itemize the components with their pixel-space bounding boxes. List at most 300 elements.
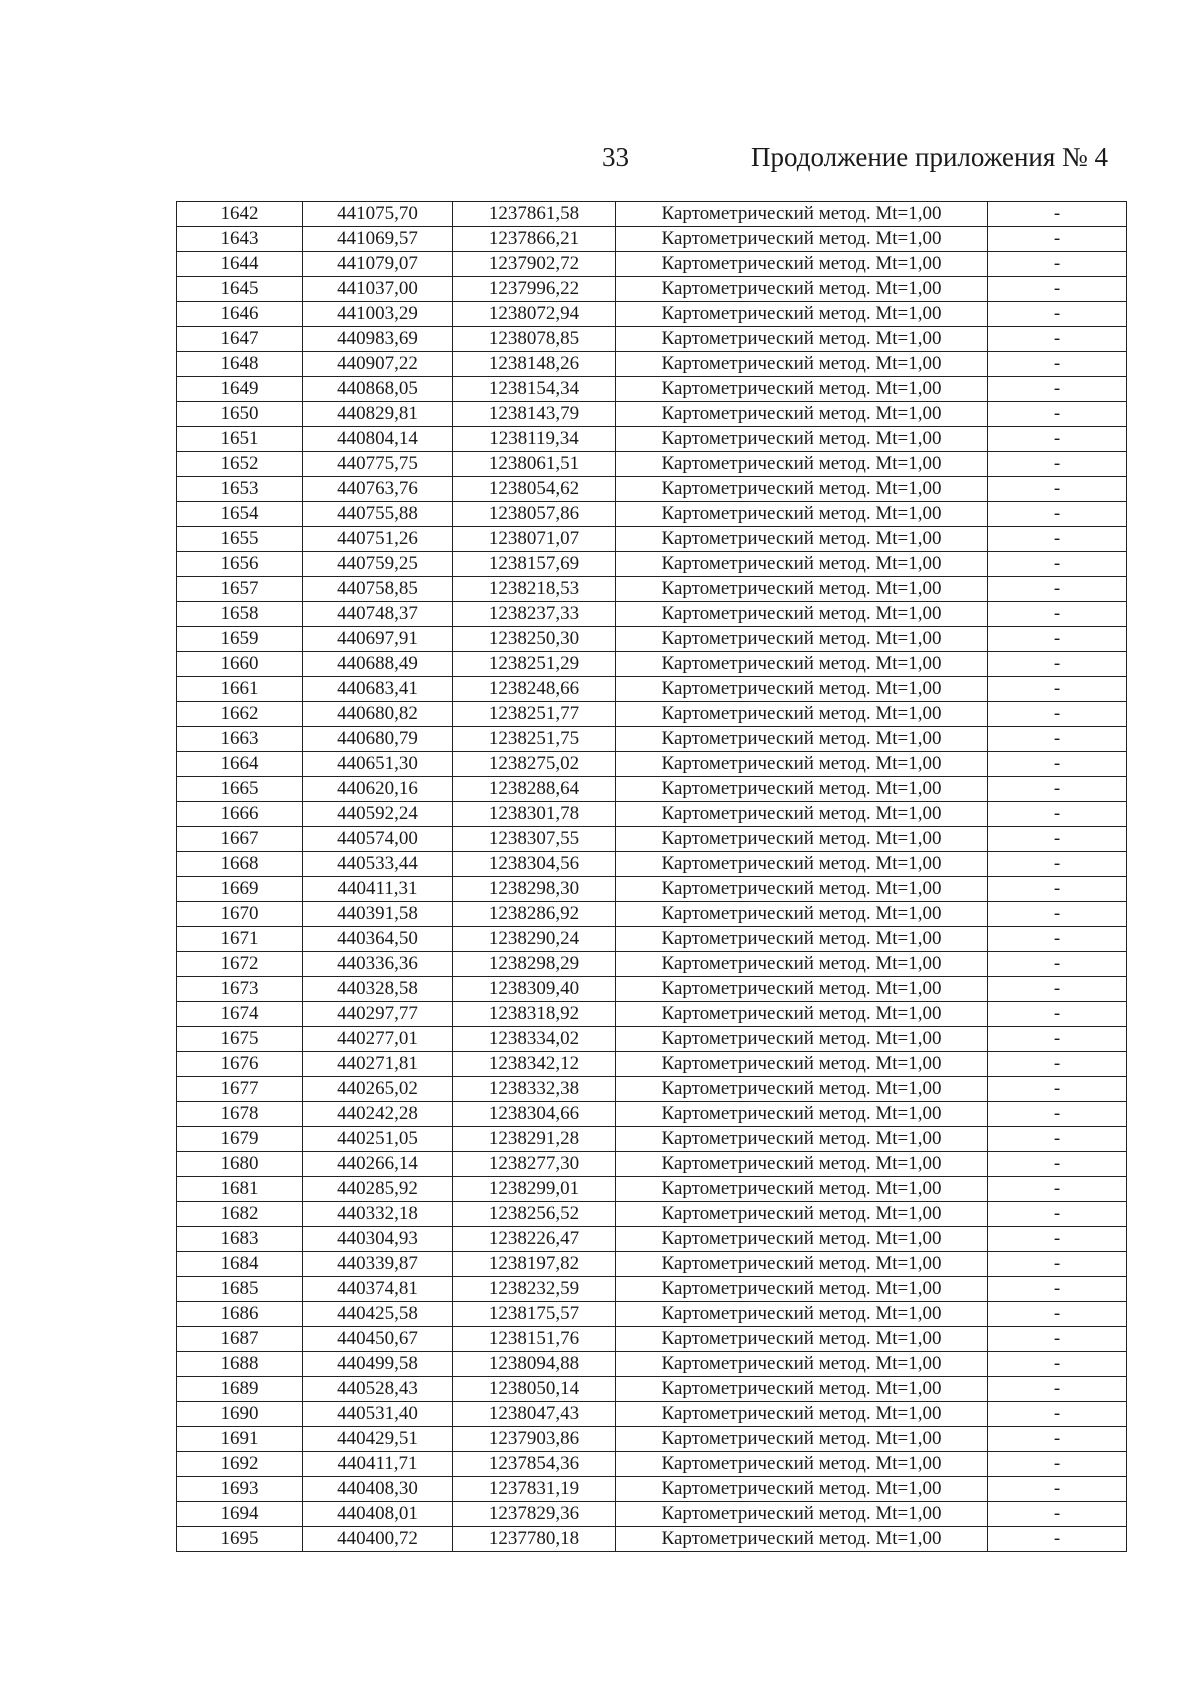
table-row (177, 877, 1127, 902)
table-row (177, 502, 1127, 527)
y-coordinate-cell: 1238291,28 (453, 1127, 616, 1152)
x-coordinate-cell: 440680,82 (303, 702, 453, 727)
x-coordinate-cell: 440408,01 (303, 1502, 453, 1527)
table-row (177, 202, 1127, 227)
y-coordinate-cell: 1237861,58 (453, 202, 616, 227)
note-cell: - (988, 627, 1127, 652)
point-number-cell: 1670 (177, 902, 303, 927)
method-cell: Картометрический метод. Mt=1,00 (616, 1077, 988, 1102)
x-coordinate-cell: 440400,72 (303, 1527, 453, 1552)
x-coordinate-cell: 440983,69 (303, 327, 453, 352)
y-coordinate-cell: 1238256,52 (453, 1202, 616, 1227)
point-number-cell: 1662 (177, 702, 303, 727)
x-coordinate-cell: 440804,14 (303, 427, 453, 452)
note-cell: - (988, 527, 1127, 552)
x-coordinate-cell: 440763,76 (303, 477, 453, 502)
x-coordinate-cell: 440688,49 (303, 652, 453, 677)
method-cell: Картометрический метод. Mt=1,00 (616, 902, 988, 927)
x-coordinate-cell: 440748,37 (303, 602, 453, 627)
y-coordinate-cell: 1238071,07 (453, 527, 616, 552)
method-cell: Картометрический метод. Mt=1,00 (616, 1027, 988, 1052)
table-row (177, 1327, 1127, 1352)
table-row (177, 452, 1127, 477)
x-coordinate-cell: 440304,93 (303, 1227, 453, 1252)
point-number-cell: 1651 (177, 427, 303, 452)
note-cell: - (988, 502, 1127, 527)
y-coordinate-cell: 1237831,19 (453, 1477, 616, 1502)
table-row (177, 727, 1127, 752)
note-cell: - (988, 1027, 1127, 1052)
method-cell: Картометрический метод. Mt=1,00 (616, 1502, 988, 1527)
x-coordinate-cell: 440574,00 (303, 827, 453, 852)
table-row (177, 477, 1127, 502)
point-number-cell: 1680 (177, 1152, 303, 1177)
point-number-cell: 1663 (177, 727, 303, 752)
point-number-cell: 1677 (177, 1077, 303, 1102)
y-coordinate-cell: 1238299,01 (453, 1177, 616, 1202)
table-row (177, 902, 1127, 927)
point-number-cell: 1671 (177, 927, 303, 952)
table-row (177, 1302, 1127, 1327)
method-cell: Картометрический метод. Mt=1,00 (616, 1227, 988, 1252)
point-number-cell: 1660 (177, 652, 303, 677)
note-cell: - (988, 1277, 1127, 1302)
page-number: 33 (602, 142, 629, 172)
point-number-cell: 1669 (177, 877, 303, 902)
x-coordinate-cell: 440651,30 (303, 752, 453, 777)
method-cell: Картометрический метод. Mt=1,00 (616, 977, 988, 1002)
table-row (177, 702, 1127, 727)
coordinates-table-body (177, 202, 1127, 1552)
y-coordinate-cell: 1238148,26 (453, 352, 616, 377)
table-row (177, 327, 1127, 352)
method-cell: Картометрический метод. Mt=1,00 (616, 677, 988, 702)
y-coordinate-cell: 1238334,02 (453, 1027, 616, 1052)
table-row (177, 1427, 1127, 1452)
point-number-cell: 1665 (177, 777, 303, 802)
y-coordinate-cell: 1238250,30 (453, 627, 616, 652)
note-cell: - (988, 1052, 1127, 1077)
y-coordinate-cell: 1237780,18 (453, 1527, 616, 1552)
x-coordinate-cell: 441037,00 (303, 277, 453, 302)
method-cell: Картометрический метод. Mt=1,00 (616, 327, 988, 352)
point-number-cell: 1695 (177, 1527, 303, 1552)
table-row (177, 377, 1127, 402)
table-row (177, 1102, 1127, 1127)
method-cell: Картометрический метод. Mt=1,00 (616, 927, 988, 952)
y-coordinate-cell: 1238298,30 (453, 877, 616, 902)
y-coordinate-cell: 1238237,33 (453, 602, 616, 627)
note-cell: - (988, 1102, 1127, 1127)
x-coordinate-cell: 440907,22 (303, 352, 453, 377)
note-cell: - (988, 452, 1127, 477)
note-cell: - (988, 1327, 1127, 1352)
x-coordinate-cell: 440364,50 (303, 927, 453, 952)
note-cell: - (988, 1002, 1127, 1027)
table-row (177, 1077, 1127, 1102)
y-coordinate-cell: 1238298,29 (453, 952, 616, 977)
method-cell: Картометрический метод. Mt=1,00 (616, 377, 988, 402)
y-coordinate-cell: 1237866,21 (453, 227, 616, 252)
point-number-cell: 1672 (177, 952, 303, 977)
y-coordinate-cell: 1238301,78 (453, 802, 616, 827)
x-coordinate-cell: 441075,70 (303, 202, 453, 227)
table-row (177, 1452, 1127, 1477)
y-coordinate-cell: 1238318,92 (453, 1002, 616, 1027)
note-cell: - (988, 1227, 1127, 1252)
point-number-cell: 1684 (177, 1252, 303, 1277)
point-number-cell: 1683 (177, 1227, 303, 1252)
point-number-cell: 1685 (177, 1277, 303, 1302)
point-number-cell: 1655 (177, 527, 303, 552)
note-cell: - (988, 927, 1127, 952)
point-number-cell: 1647 (177, 327, 303, 352)
note-cell: - (988, 327, 1127, 352)
method-cell: Картометрический метод. Mt=1,00 (616, 1327, 988, 1352)
table-row (177, 427, 1127, 452)
point-number-cell: 1682 (177, 1202, 303, 1227)
table-row (177, 777, 1127, 802)
method-cell: Картометрический метод. Mt=1,00 (616, 1277, 988, 1302)
method-cell: Картометрический метод. Mt=1,00 (616, 602, 988, 627)
table-row (177, 602, 1127, 627)
point-number-cell: 1656 (177, 552, 303, 577)
method-cell: Картометрический метод. Mt=1,00 (616, 202, 988, 227)
y-coordinate-cell: 1237854,36 (453, 1452, 616, 1477)
point-number-cell: 1646 (177, 302, 303, 327)
y-coordinate-cell: 1238277,30 (453, 1152, 616, 1177)
note-cell: - (988, 702, 1127, 727)
note-cell: - (988, 877, 1127, 902)
y-coordinate-cell: 1238078,85 (453, 327, 616, 352)
table-row (177, 1177, 1127, 1202)
x-coordinate-cell: 440751,26 (303, 527, 453, 552)
point-number-cell: 1675 (177, 1027, 303, 1052)
method-cell: Картометрический метод. Mt=1,00 (616, 1152, 988, 1177)
note-cell: - (988, 652, 1127, 677)
table-row (177, 1152, 1127, 1177)
method-cell: Картометрический метод. Mt=1,00 (616, 752, 988, 777)
y-coordinate-cell: 1237829,36 (453, 1502, 616, 1527)
note-cell: - (988, 602, 1127, 627)
y-coordinate-cell: 1238057,86 (453, 502, 616, 527)
y-coordinate-cell: 1238290,24 (453, 927, 616, 952)
point-number-cell: 1661 (177, 677, 303, 702)
page-heading: Продолжение приложения № 4 (751, 142, 1109, 172)
note-cell: - (988, 1502, 1127, 1527)
y-coordinate-cell: 1238047,43 (453, 1402, 616, 1427)
table-row (177, 652, 1127, 677)
note-cell: - (988, 477, 1127, 502)
point-number-cell: 1659 (177, 627, 303, 652)
table-row (177, 302, 1127, 327)
x-coordinate-cell: 440759,25 (303, 552, 453, 577)
y-coordinate-cell: 1238275,02 (453, 752, 616, 777)
x-coordinate-cell: 440339,87 (303, 1252, 453, 1277)
note-cell: - (988, 1427, 1127, 1452)
table-row (177, 1352, 1127, 1377)
table-row (177, 277, 1127, 302)
x-coordinate-cell: 440499,58 (303, 1352, 453, 1377)
table-row (177, 1027, 1127, 1052)
y-coordinate-cell: 1238288,64 (453, 777, 616, 802)
table-row (177, 1527, 1127, 1552)
y-coordinate-cell: 1238072,94 (453, 302, 616, 327)
point-number-cell: 1679 (177, 1127, 303, 1152)
x-coordinate-cell: 440336,36 (303, 952, 453, 977)
point-number-cell: 1649 (177, 377, 303, 402)
table-row (177, 927, 1127, 952)
point-number-cell: 1667 (177, 827, 303, 852)
x-coordinate-cell: 440868,05 (303, 377, 453, 402)
note-cell: - (988, 377, 1127, 402)
y-coordinate-cell: 1238332,38 (453, 1077, 616, 1102)
note-cell: - (988, 552, 1127, 577)
point-number-cell: 1694 (177, 1502, 303, 1527)
y-coordinate-cell: 1238119,34 (453, 427, 616, 452)
note-cell: - (988, 677, 1127, 702)
y-coordinate-cell: 1238248,66 (453, 677, 616, 702)
method-cell: Картометрический метод. Mt=1,00 (616, 452, 988, 477)
y-coordinate-cell: 1237996,22 (453, 277, 616, 302)
table-row (177, 1127, 1127, 1152)
method-cell: Картометрический метод. Mt=1,00 (616, 302, 988, 327)
y-coordinate-cell: 1238342,12 (453, 1052, 616, 1077)
x-coordinate-cell: 440620,16 (303, 777, 453, 802)
x-coordinate-cell: 440450,67 (303, 1327, 453, 1352)
note-cell: - (988, 777, 1127, 802)
note-cell: - (988, 752, 1127, 777)
note-cell: - (988, 1477, 1127, 1502)
note-cell: - (988, 1377, 1127, 1402)
x-coordinate-cell: 440531,40 (303, 1402, 453, 1427)
note-cell: - (988, 1127, 1127, 1152)
method-cell: Картометрический метод. Mt=1,00 (616, 627, 988, 652)
y-coordinate-cell: 1238304,56 (453, 852, 616, 877)
y-coordinate-cell: 1238226,47 (453, 1227, 616, 1252)
table-row (177, 1502, 1127, 1527)
note-cell: - (988, 977, 1127, 1002)
method-cell: Картометрический метод. Mt=1,00 (616, 502, 988, 527)
point-number-cell: 1645 (177, 277, 303, 302)
note-cell: - (988, 852, 1127, 877)
note-cell: - (988, 827, 1127, 852)
x-coordinate-cell: 441069,57 (303, 227, 453, 252)
x-coordinate-cell: 440266,14 (303, 1152, 453, 1177)
x-coordinate-cell: 440528,43 (303, 1377, 453, 1402)
note-cell: - (988, 202, 1127, 227)
table-row (177, 552, 1127, 577)
point-number-cell: 1654 (177, 502, 303, 527)
method-cell: Картометрический метод. Mt=1,00 (616, 552, 988, 577)
x-coordinate-cell: 440425,58 (303, 1302, 453, 1327)
point-number-cell: 1648 (177, 352, 303, 377)
note-cell: - (988, 902, 1127, 927)
y-coordinate-cell: 1238304,66 (453, 1102, 616, 1127)
table-row (177, 352, 1127, 377)
table-row (177, 1227, 1127, 1252)
y-coordinate-cell: 1237902,72 (453, 252, 616, 277)
note-cell: - (988, 1527, 1127, 1552)
x-coordinate-cell: 440829,81 (303, 402, 453, 427)
note-cell: - (988, 1302, 1127, 1327)
note-cell: - (988, 1452, 1127, 1477)
point-number-cell: 1689 (177, 1377, 303, 1402)
point-number-cell: 1688 (177, 1352, 303, 1377)
x-coordinate-cell: 440680,79 (303, 727, 453, 752)
note-cell: - (988, 1152, 1127, 1177)
point-number-cell: 1674 (177, 1002, 303, 1027)
y-coordinate-cell: 1238286,92 (453, 902, 616, 927)
method-cell: Картометрический метод. Mt=1,00 (616, 877, 988, 902)
method-cell: Картометрический метод. Mt=1,00 (616, 1252, 988, 1277)
note-cell: - (988, 1177, 1127, 1202)
note-cell: - (988, 1077, 1127, 1102)
point-number-cell: 1673 (177, 977, 303, 1002)
y-coordinate-cell: 1238197,82 (453, 1252, 616, 1277)
x-coordinate-cell: 440683,41 (303, 677, 453, 702)
method-cell: Картометрический метод. Mt=1,00 (616, 652, 988, 677)
x-coordinate-cell: 440391,58 (303, 902, 453, 927)
method-cell: Картометрический метод. Mt=1,00 (616, 352, 988, 377)
y-coordinate-cell: 1238143,79 (453, 402, 616, 427)
x-coordinate-cell: 440332,18 (303, 1202, 453, 1227)
x-coordinate-cell: 440265,02 (303, 1077, 453, 1102)
method-cell: Картометрический метод. Mt=1,00 (616, 577, 988, 602)
point-number-cell: 1652 (177, 452, 303, 477)
method-cell: Картометрический метод. Mt=1,00 (616, 1477, 988, 1502)
y-coordinate-cell: 1238157,69 (453, 552, 616, 577)
note-cell: - (988, 952, 1127, 977)
table-row (177, 952, 1127, 977)
point-number-cell: 1692 (177, 1452, 303, 1477)
table-row (177, 1052, 1127, 1077)
table-row (177, 1477, 1127, 1502)
y-coordinate-cell: 1238309,40 (453, 977, 616, 1002)
method-cell: Картометрический метод. Mt=1,00 (616, 1352, 988, 1377)
point-number-cell: 1642 (177, 202, 303, 227)
point-number-cell: 1681 (177, 1177, 303, 1202)
point-number-cell: 1678 (177, 1102, 303, 1127)
x-coordinate-cell: 440697,91 (303, 627, 453, 652)
table-row (177, 1402, 1127, 1427)
point-number-cell: 1676 (177, 1052, 303, 1077)
table-row (177, 577, 1127, 602)
method-cell: Картометрический метод. Mt=1,00 (616, 252, 988, 277)
x-coordinate-cell: 441079,07 (303, 252, 453, 277)
y-coordinate-cell: 1238218,53 (453, 577, 616, 602)
y-coordinate-cell: 1238061,51 (453, 452, 616, 477)
y-coordinate-cell: 1238251,29 (453, 652, 616, 677)
x-coordinate-cell: 440374,81 (303, 1277, 453, 1302)
x-coordinate-cell: 440429,51 (303, 1427, 453, 1452)
table-row (177, 802, 1127, 827)
table-row (177, 227, 1127, 252)
method-cell: Картометрический метод. Mt=1,00 (616, 1052, 988, 1077)
x-coordinate-cell: 440533,44 (303, 852, 453, 877)
x-coordinate-cell: 440271,81 (303, 1052, 453, 1077)
x-coordinate-cell: 441003,29 (303, 302, 453, 327)
note-cell: - (988, 277, 1127, 302)
y-coordinate-cell: 1238232,59 (453, 1277, 616, 1302)
y-coordinate-cell: 1238307,55 (453, 827, 616, 852)
point-number-cell: 1686 (177, 1302, 303, 1327)
y-coordinate-cell: 1238054,62 (453, 477, 616, 502)
point-number-cell: 1687 (177, 1327, 303, 1352)
table-row (177, 752, 1127, 777)
method-cell: Картометрический метод. Mt=1,00 (616, 727, 988, 752)
method-cell: Картометрический метод. Mt=1,00 (616, 702, 988, 727)
y-coordinate-cell: 1238251,77 (453, 702, 616, 727)
table-row (177, 1002, 1127, 1027)
x-coordinate-cell: 440755,88 (303, 502, 453, 527)
method-cell: Картометрический метод. Mt=1,00 (616, 1102, 988, 1127)
note-cell: - (988, 1252, 1127, 1277)
x-coordinate-cell: 440408,30 (303, 1477, 453, 1502)
y-coordinate-cell: 1238094,88 (453, 1352, 616, 1377)
method-cell: Картометрический метод. Mt=1,00 (616, 477, 988, 502)
point-number-cell: 1666 (177, 802, 303, 827)
table-row (177, 827, 1127, 852)
x-coordinate-cell: 440251,05 (303, 1127, 453, 1152)
method-cell: Картометрический метод. Mt=1,00 (616, 1177, 988, 1202)
method-cell: Картометрический метод. Mt=1,00 (616, 1002, 988, 1027)
coordinates-table (176, 201, 1127, 1552)
note-cell: - (988, 1402, 1127, 1427)
table-row (177, 852, 1127, 877)
point-number-cell: 1668 (177, 852, 303, 877)
method-cell: Картометрический метод. Mt=1,00 (616, 527, 988, 552)
note-cell: - (988, 352, 1127, 377)
point-number-cell: 1690 (177, 1402, 303, 1427)
point-number-cell: 1664 (177, 752, 303, 777)
y-coordinate-cell: 1238175,57 (453, 1302, 616, 1327)
method-cell: Картометрический метод. Mt=1,00 (616, 402, 988, 427)
method-cell: Картометрический метод. Mt=1,00 (616, 1377, 988, 1402)
note-cell: - (988, 302, 1127, 327)
method-cell: Картометрический метод. Mt=1,00 (616, 427, 988, 452)
note-cell: - (988, 402, 1127, 427)
note-cell: - (988, 252, 1127, 277)
point-number-cell: 1644 (177, 252, 303, 277)
x-coordinate-cell: 440592,24 (303, 802, 453, 827)
x-coordinate-cell: 440328,58 (303, 977, 453, 1002)
note-cell: - (988, 727, 1127, 752)
note-cell: - (988, 577, 1127, 602)
x-coordinate-cell: 440297,77 (303, 1002, 453, 1027)
table-row (177, 677, 1127, 702)
table-row (177, 252, 1127, 277)
table-row (177, 627, 1127, 652)
x-coordinate-cell: 440242,28 (303, 1102, 453, 1127)
x-coordinate-cell: 440285,92 (303, 1177, 453, 1202)
method-cell: Картометрический метод. Mt=1,00 (616, 1452, 988, 1477)
method-cell: Картометрический метод. Mt=1,00 (616, 1202, 988, 1227)
table-row (177, 527, 1127, 552)
table-row (177, 1377, 1127, 1402)
method-cell: Картометрический метод. Mt=1,00 (616, 802, 988, 827)
note-cell: - (988, 427, 1127, 452)
note-cell: - (988, 227, 1127, 252)
point-number-cell: 1650 (177, 402, 303, 427)
method-cell: Картометрический метод. Mt=1,00 (616, 1302, 988, 1327)
point-number-cell: 1658 (177, 602, 303, 627)
method-cell: Картометрический метод. Mt=1,00 (616, 1527, 988, 1552)
table-row (177, 1252, 1127, 1277)
x-coordinate-cell: 440775,75 (303, 452, 453, 477)
table-row (177, 402, 1127, 427)
point-number-cell: 1657 (177, 577, 303, 602)
